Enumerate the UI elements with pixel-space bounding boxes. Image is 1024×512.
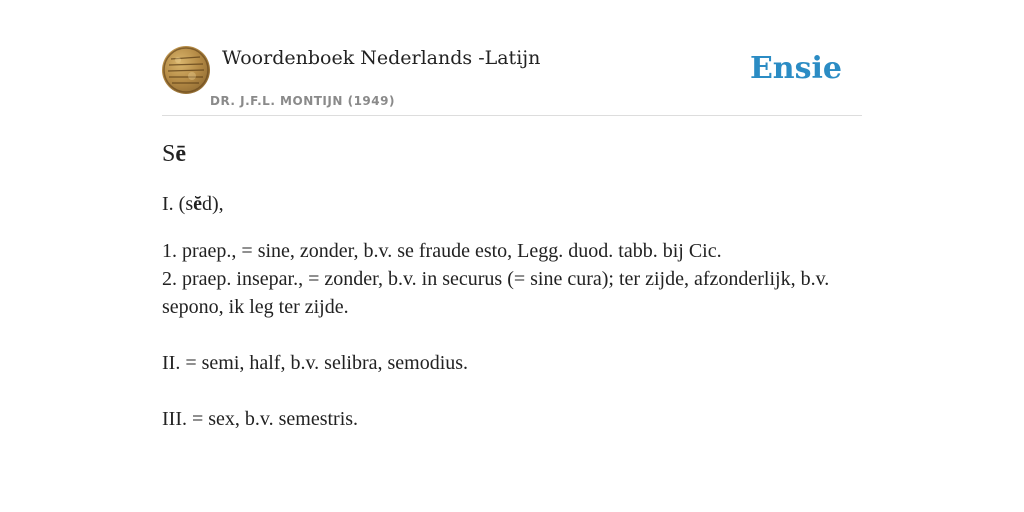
page-header bbox=[162, 44, 862, 116]
entry-title bbox=[162, 138, 866, 170]
entry-title-accent: ē bbox=[175, 141, 187, 167]
definition-line-3: sepono, ik leg ter zijde. bbox=[162, 296, 349, 318]
coin-inscription-graphic bbox=[162, 46, 210, 94]
bronze-coin-logo-icon[interactable] bbox=[162, 46, 210, 94]
sense-intro-suffix: d), bbox=[202, 193, 224, 215]
entry-content bbox=[162, 138, 866, 433]
definition-block bbox=[162, 237, 866, 433]
definition-line-2: 2. praep. insepar., = zonder, b.v. in securus (= sine cura); ter zijde, afzonderlijk, b.v. bbox=[162, 268, 830, 290]
dictionary-title[interactable]: Woordenboek Nederlands -Latijn bbox=[222, 47, 541, 69]
definition-line-1: 1. praep., = sine, zonder, b.v. se fraude esto, Legg. duod. tabb. bij Cic. bbox=[162, 240, 722, 262]
definition-line-5: III. = sex, b.v. semestris. bbox=[162, 408, 359, 430]
entry-title-prefix: S bbox=[162, 141, 176, 167]
definition-line-4: II. = semi, half, b.v. selibra, semodius. bbox=[162, 352, 469, 374]
sense-intro-accent: ĕ bbox=[193, 193, 202, 215]
dictionary-author: DR. J.F.L. MONTIJN (1949) bbox=[210, 94, 395, 108]
sense-intro bbox=[162, 190, 866, 218]
ensie-brand-link[interactable]: Ensie bbox=[749, 51, 842, 86]
sense-intro-prefix: I. (s bbox=[162, 193, 194, 215]
